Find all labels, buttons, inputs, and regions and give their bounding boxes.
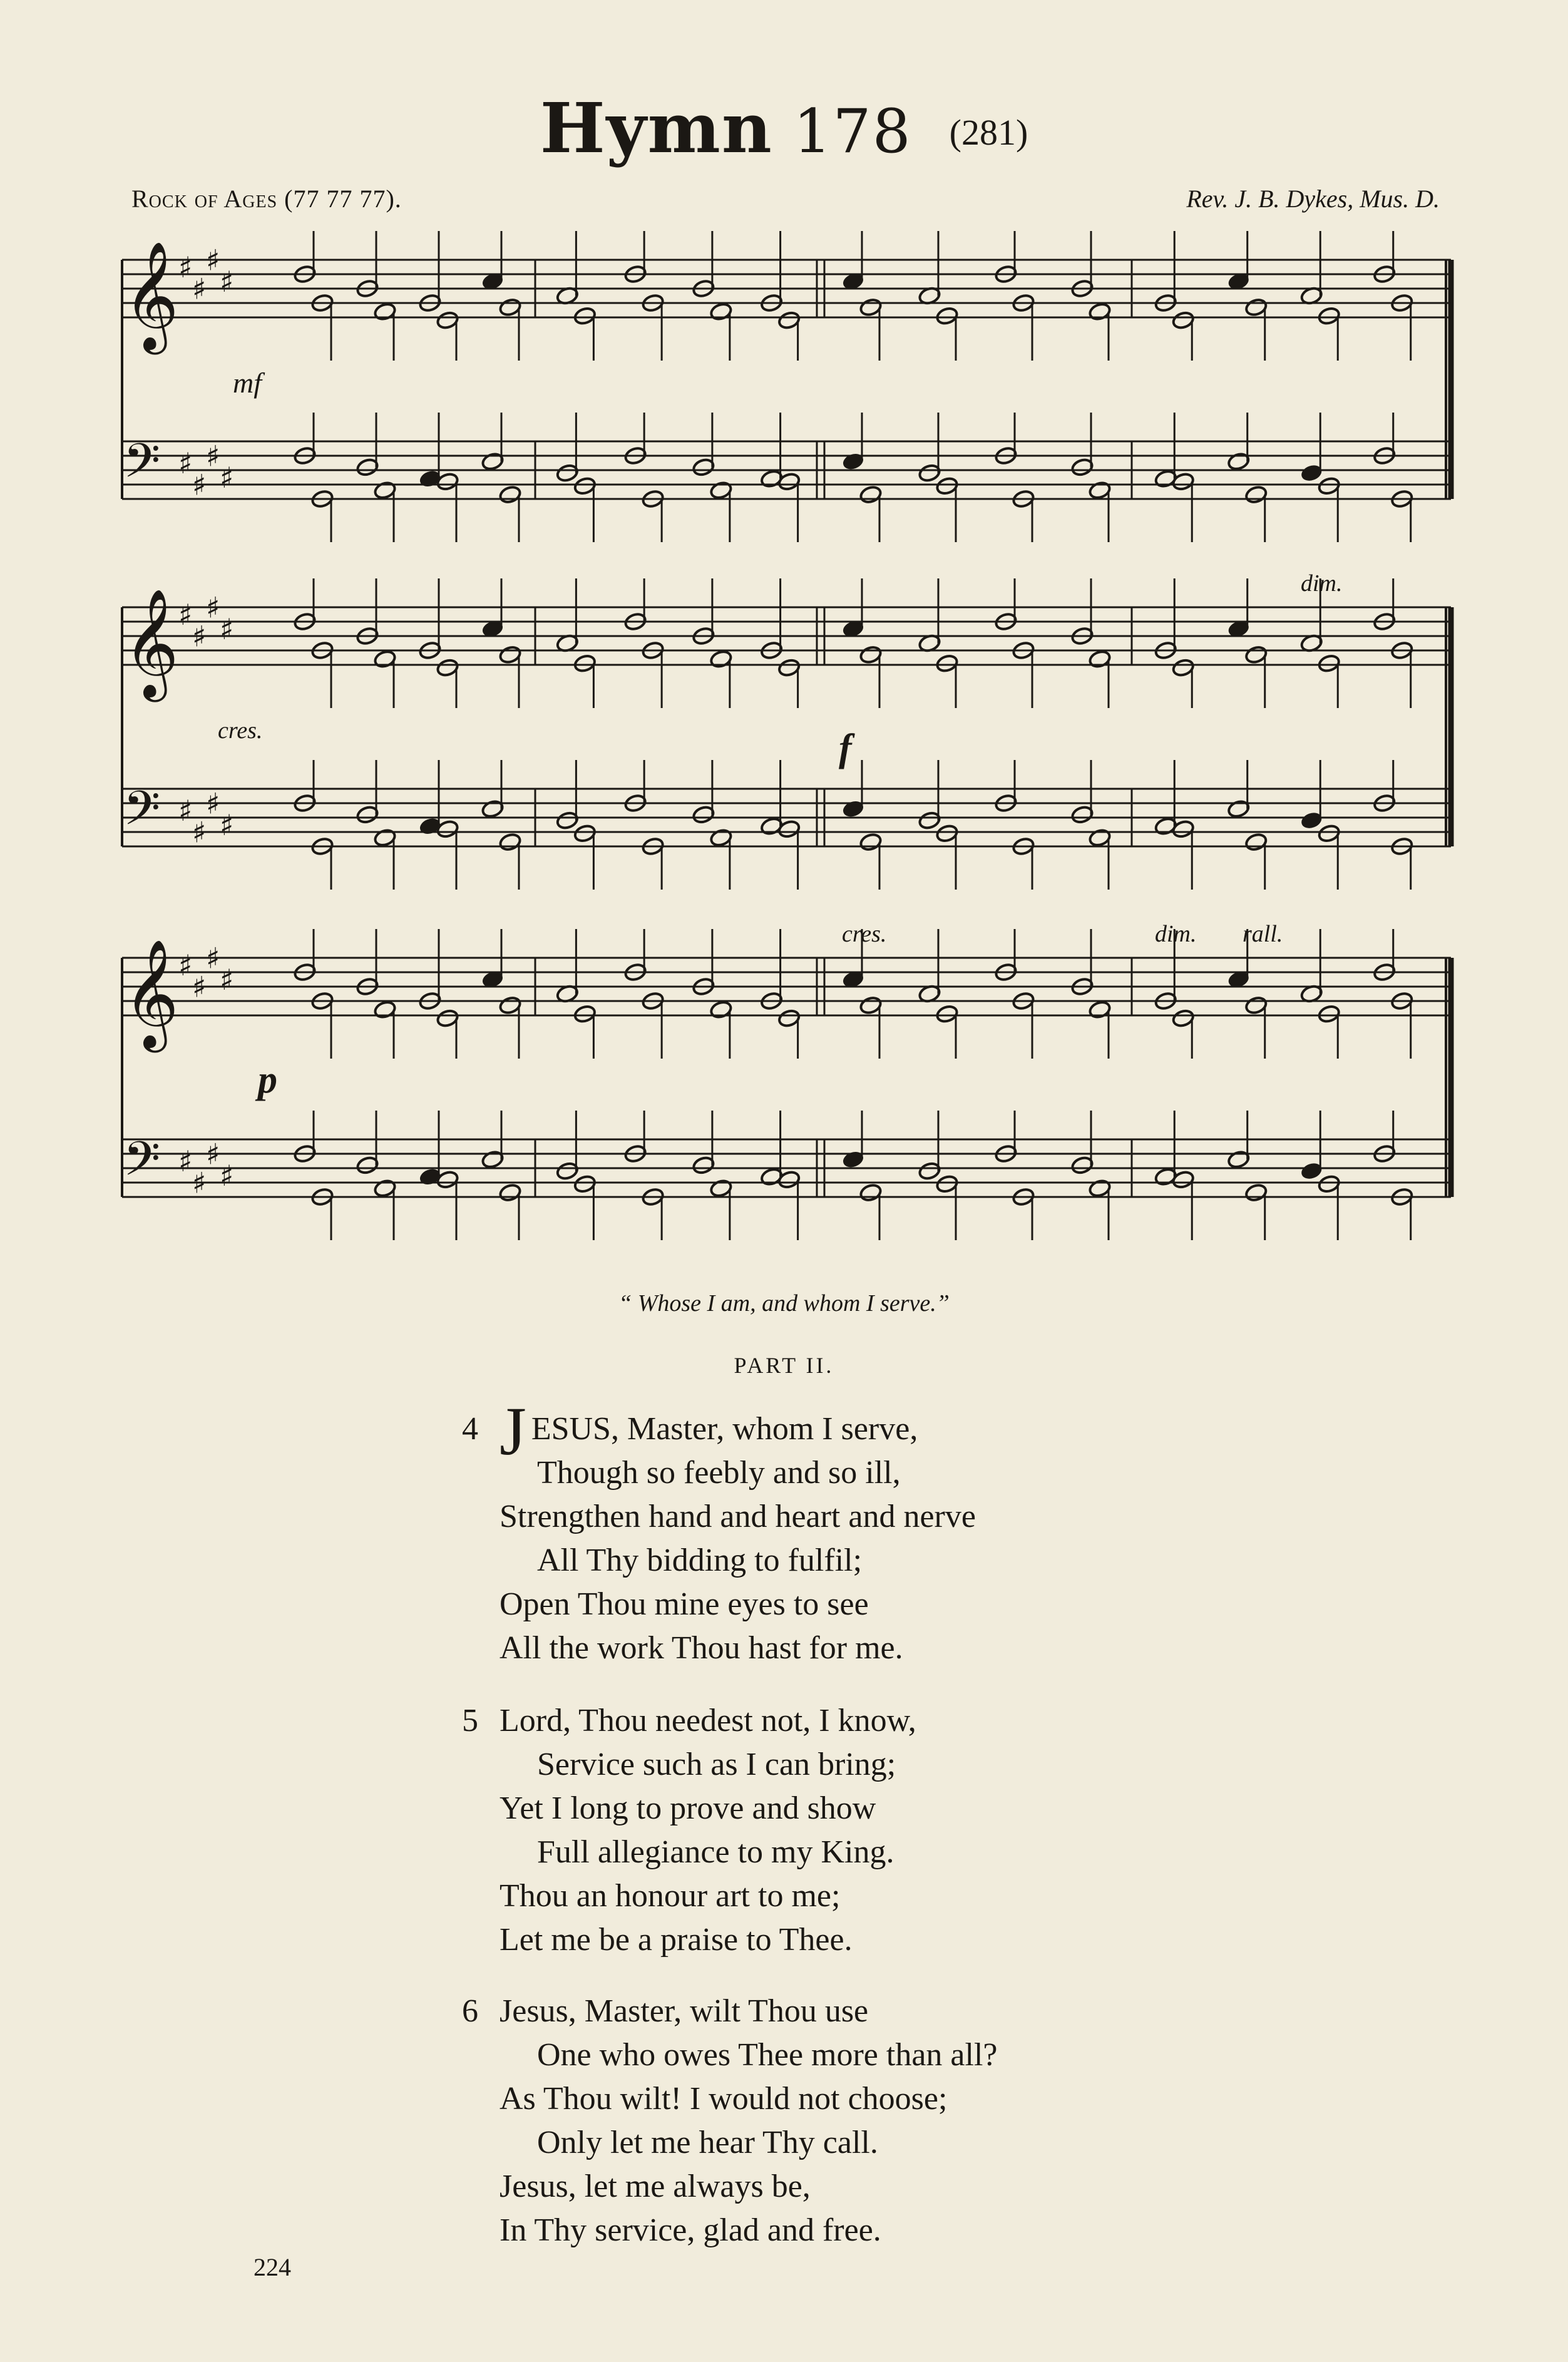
verse-line: Open Thou mine eyes to see [500,1586,869,1622]
svg-text:𝄢: 𝄢 [123,433,161,500]
verse-line: All the work Thou hast for me. [500,1630,903,1666]
verse-line: Only let me hear Thy call. [537,2125,878,2160]
dynamic-mf: mf [233,367,262,399]
verse-line: Strengthen hand and heart and nerve [500,1499,976,1534]
svg-text:♯: ♯ [192,970,207,1004]
part-heading: PART II. [734,1353,834,1378]
svg-text:♯: ♯ [192,815,207,850]
svg-text:𝄢: 𝄢 [123,781,161,848]
svg-text:♯: ♯ [220,1159,234,1193]
verse-line: Jesus, let me always be, [500,2169,811,2204]
svg-text:♯: ♯ [192,468,207,502]
verse-5 [462,1699,916,1962]
verse-line: ESUS, Master, whom I serve, [531,1411,918,1447]
dynamic-dim-2: dim. [1155,921,1197,947]
svg-text:𝄞: 𝄞 [123,588,179,697]
svg-text:♯: ♯ [178,598,193,632]
svg-text:♯: ♯ [206,439,220,473]
svg-text:♯: ♯ [220,612,234,646]
verse-line: Lord, Thou needest not, I know, [500,1703,916,1738]
tune-name: Rock of Ages (77 77 77). [131,185,402,213]
dynamic-rall: rall. [1243,921,1283,947]
svg-text:♯: ♯ [220,963,234,997]
verse-line: As Thou wilt! I would not choose; [500,2081,948,2117]
svg-text:♯: ♯ [178,1144,193,1178]
verse-line: Full allegiance to my King. [537,1834,894,1870]
motto: “ Whose I am, and whom I serve.” [618,1290,950,1317]
svg-text:♯: ♯ [220,265,234,299]
verse-line: All Thy bidding to fulfil; [537,1543,863,1578]
svg-text:♯: ♯ [178,948,193,982]
svg-text:♯: ♯ [206,786,220,821]
svg-text:♯: ♯ [206,243,220,277]
svg-text:♯: ♯ [192,1166,207,1200]
svg-text:♯: ♯ [178,446,193,480]
alt-number: (281) [949,112,1028,153]
verse-line: Let me be a praise to Thee. [500,1922,853,1958]
svg-text:♯: ♯ [178,794,193,828]
svg-text:♯: ♯ [192,272,207,306]
dynamic-cres-2: cres. [842,921,887,947]
drop-cap: J [500,1393,526,1469]
svg-text:♯: ♯ [206,941,220,975]
dynamic-f: f [839,727,852,769]
title-number: 178 [793,96,912,167]
verse-line: Jesus, Master, wilt Thou use [500,1993,869,2029]
verse-6 [462,1990,997,2252]
svg-text:♯: ♯ [178,250,193,284]
svg-text:♯: ♯ [206,1137,220,1171]
verse-line: One who owes Thee more than all? [537,2037,998,2073]
dynamic-cres: cres. [218,717,263,744]
dynamic-p: p [258,1059,277,1101]
verse-number: 6 [462,1993,478,2029]
verse-4 [462,1393,976,1670]
title-prefix: Hymn [540,88,773,168]
dynamic-dim: dim. [1301,570,1343,597]
verse-number: 5 [462,1703,478,1738]
verse-line: Thou an honour art to me; [500,1878,841,1914]
verse-line: Though so feebly and so ill, [537,1455,901,1491]
svg-text:𝄞: 𝄞 [123,939,179,1048]
svg-text:♯: ♯ [192,619,207,654]
svg-text:𝄢: 𝄢 [123,1131,161,1198]
svg-text:♯: ♯ [220,808,234,842]
svg-text:♯: ♯ [206,590,220,625]
svg-text:𝄞: 𝄞 [123,241,179,350]
page-number: 224 [254,2253,291,2281]
verse-line: Yet I long to prove and show [500,1790,876,1826]
verse-line: Service such as I can bring; [537,1747,896,1782]
svg-text:♯: ♯ [220,461,234,495]
composer-credit: Rev. J. B. Dykes, Mus. D. [1186,185,1440,213]
verse-number: 4 [462,1411,478,1447]
verse-line: In Thy service, glad and free. [500,2212,881,2248]
